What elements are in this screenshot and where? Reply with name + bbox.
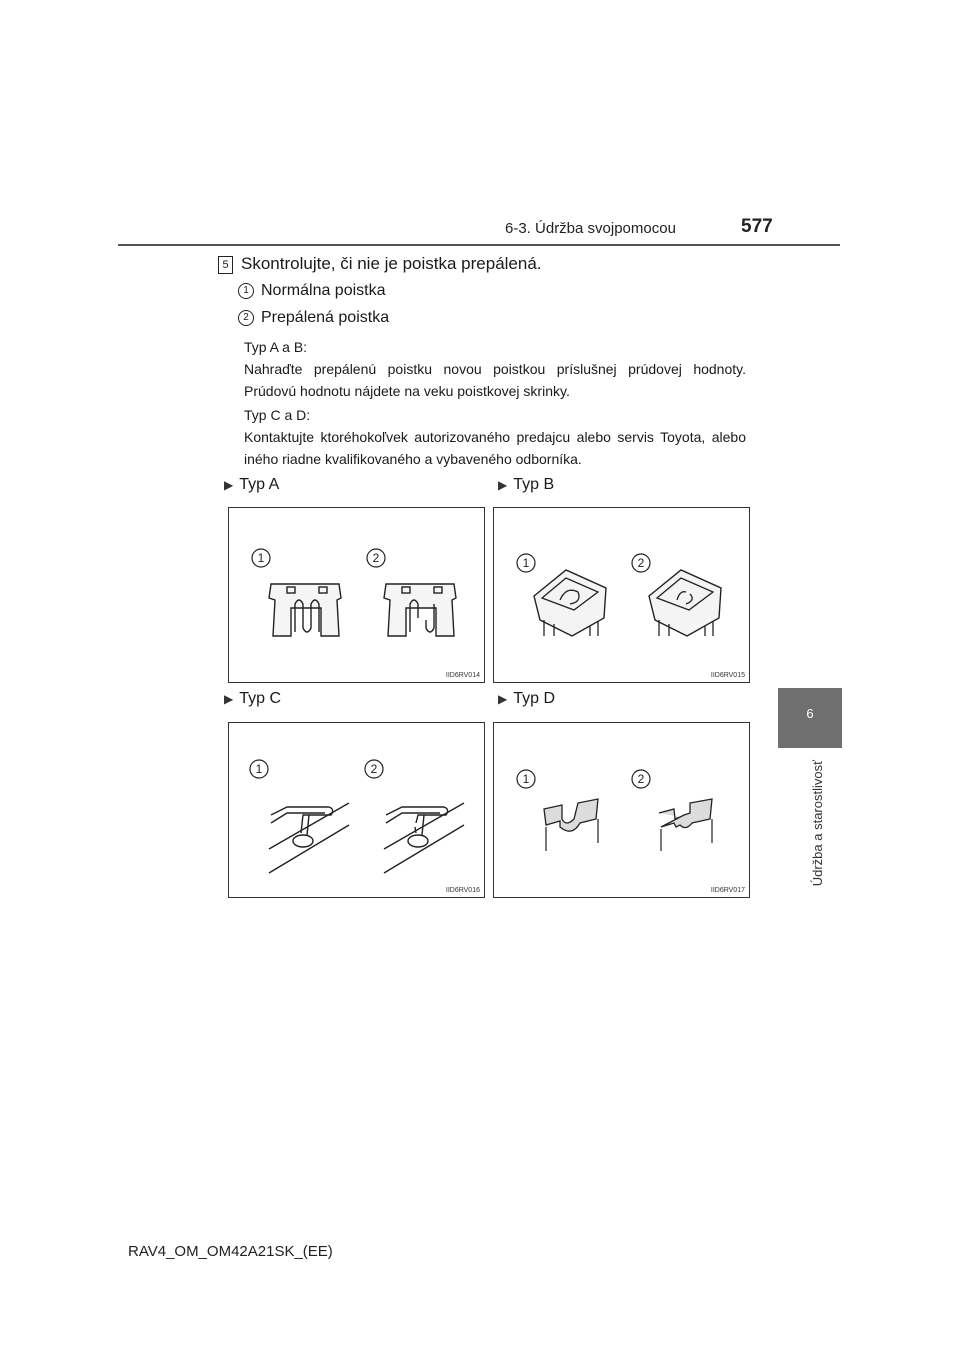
figure-type-a xyxy=(228,507,485,683)
callout-2: 2 xyxy=(637,556,645,570)
legend-item xyxy=(238,282,386,300)
triangle-right-icon: ▶ xyxy=(224,478,234,492)
section-title: 6-3. Údržba svojpomocou xyxy=(505,220,676,237)
callout-number: 1 xyxy=(238,283,254,299)
triangle-right-icon: ▶ xyxy=(498,478,508,492)
figure-label-type-d: ▶ Typ D xyxy=(498,690,556,707)
figure-label-type-c: ▶ Typ C xyxy=(224,690,282,707)
figure-code: IID6RV014 xyxy=(445,672,480,679)
step-text: Skontrolujte, či nie je poistka prepálená. xyxy=(241,254,542,273)
legend-item xyxy=(238,309,389,327)
note-text: Nahraďte prepálenú poistku novou poistkou príslušnej prúdovej hodnoty. Prúdovú hodnotu nájdete na veku poistkovej skrinky. xyxy=(244,361,746,399)
callout-2: 2 xyxy=(637,772,645,786)
figure-type-b xyxy=(493,507,750,683)
legend-label: Prepálená poistka xyxy=(261,309,390,326)
figure-type-c xyxy=(228,722,485,898)
figure-type-d xyxy=(493,722,750,898)
callout-1: 1 xyxy=(257,551,265,565)
figure-label-type-b: ▶ Typ B xyxy=(498,476,555,493)
note-text: Kontaktujte ktoréhokoľvek autorizovaného predajcu alebo servis Toyota, alebo iného riadne kvalifikovaného a vybaveného odborníka. xyxy=(244,429,746,467)
fuse-type-a-illustration xyxy=(229,508,484,682)
note-type-a-b xyxy=(244,336,746,402)
note-heading: Typ C a D: xyxy=(244,407,311,423)
triangle-right-icon: ▶ xyxy=(498,692,508,706)
callout-2: 2 xyxy=(370,762,378,776)
callout-number: 2 xyxy=(238,310,254,326)
chapter-title: Údržba a starostlivosť xyxy=(810,760,825,887)
callout-1: 1 xyxy=(522,556,530,570)
triangle-right-icon: ▶ xyxy=(224,692,234,706)
fuse-type-c-illustration xyxy=(229,723,484,897)
note-type-c-d xyxy=(244,404,746,470)
callout-1: 1 xyxy=(522,772,530,786)
callout-1: 1 xyxy=(255,762,263,776)
fuse-type-d-illustration xyxy=(494,723,749,897)
step-number-badge: 5 xyxy=(218,256,233,274)
figure-code: IID6RV017 xyxy=(710,887,745,894)
note-heading: Typ A a B: xyxy=(244,339,308,355)
step-instruction xyxy=(218,254,542,274)
legend-label: Normálna poistka xyxy=(261,282,386,299)
figure-code: IID6RV015 xyxy=(710,672,745,679)
callout-2: 2 xyxy=(372,551,380,565)
document-code: RAV4_OM_OM42A21SK_(EE) xyxy=(128,1243,333,1260)
chapter-number: 6 xyxy=(806,706,814,721)
figure-code: IID6RV016 xyxy=(445,887,480,894)
figure-label-type-a: ▶ Typ A xyxy=(224,476,280,493)
fuse-type-b-illustration xyxy=(494,508,749,682)
page-number: 577 xyxy=(741,216,773,237)
header-divider xyxy=(118,244,840,246)
